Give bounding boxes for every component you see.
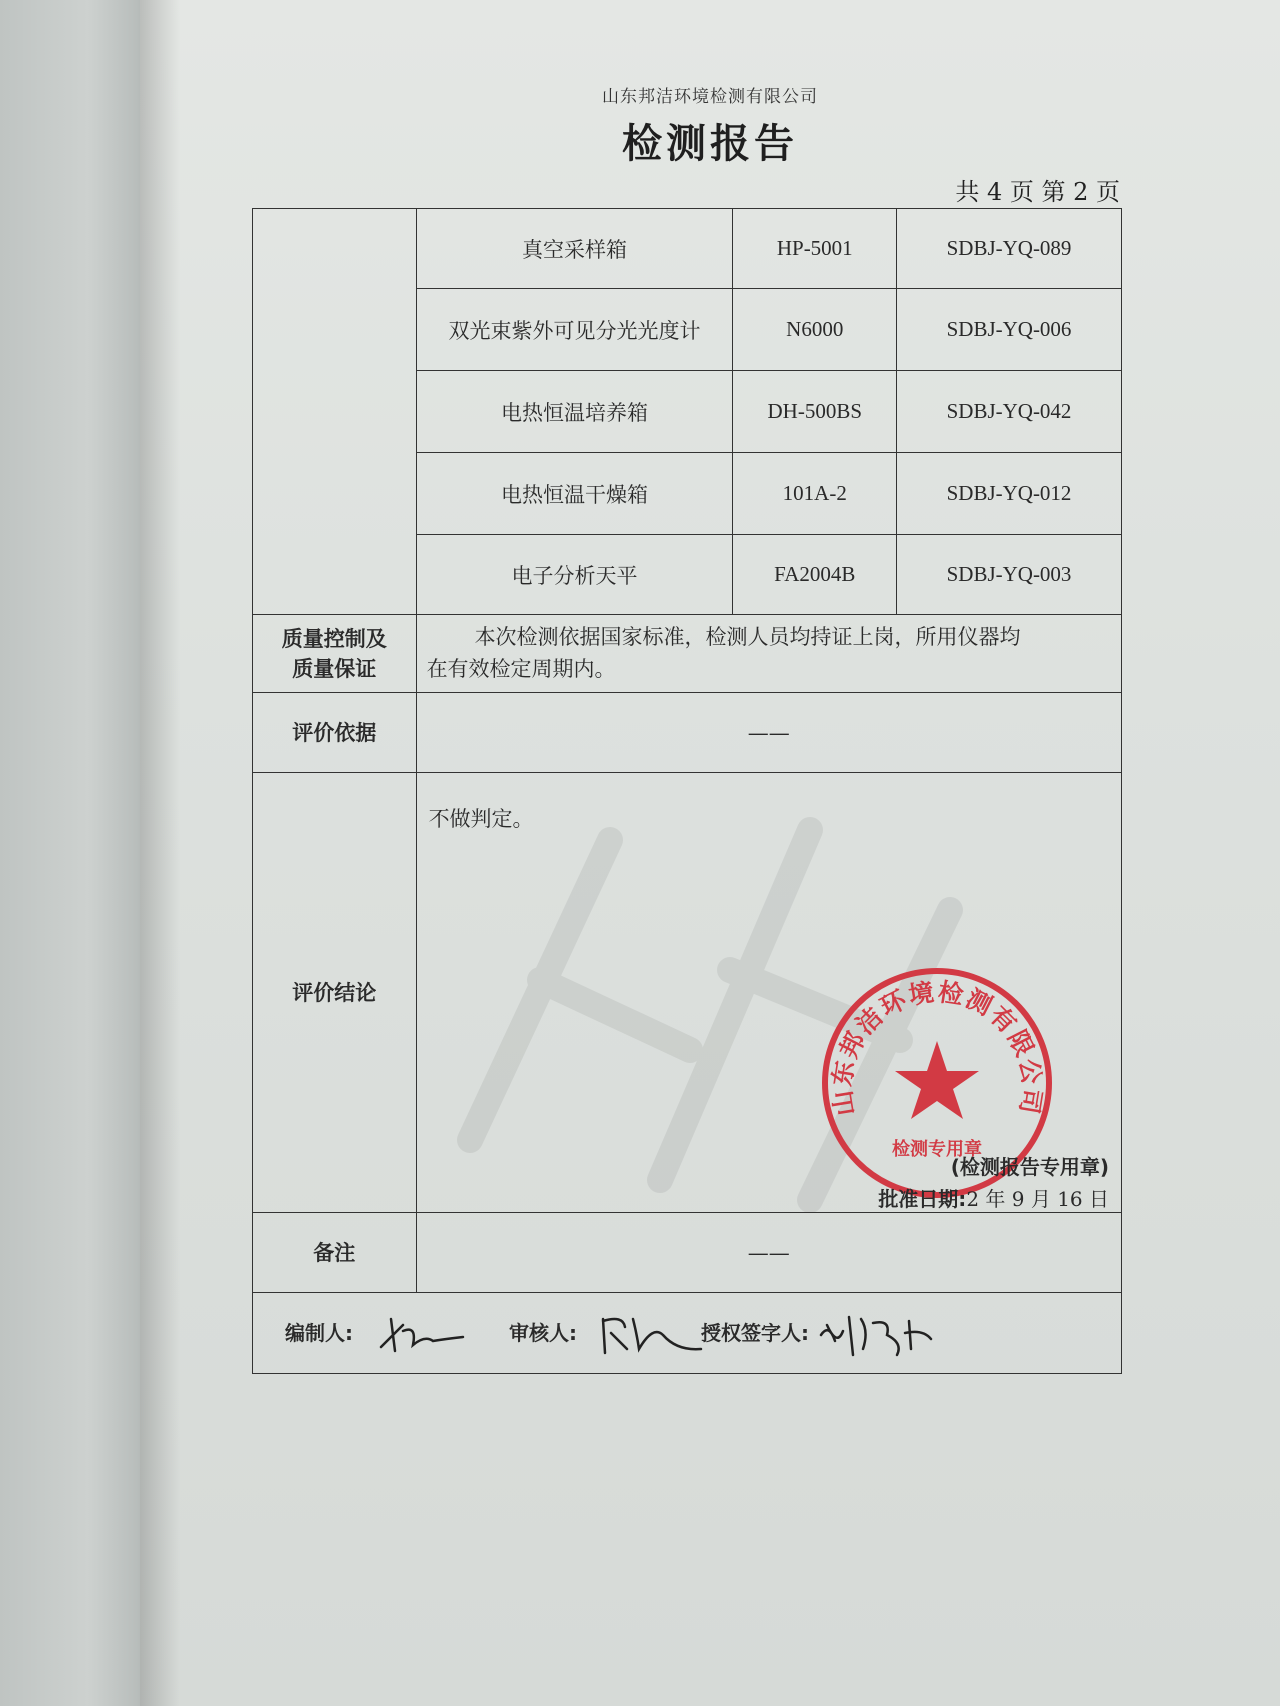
equipment-model: HP-5001 [733, 209, 897, 289]
remarks-label: 备注 [253, 1213, 417, 1293]
report-table [252, 208, 1122, 1374]
remarks-row [253, 1213, 1122, 1293]
equipment-name: 电热恒温干燥箱 [416, 453, 733, 535]
reviewer-signature [593, 1305, 713, 1365]
approval-label: 批准日期: [878, 1187, 967, 1211]
authorized-signature [813, 1305, 943, 1365]
equipment-name: 电热恒温培养箱 [416, 371, 733, 453]
remarks-value: —— [416, 1213, 1121, 1293]
equipment-model: 101A-2 [733, 453, 897, 535]
basis-label: 评价依据 [253, 693, 417, 773]
equipment-code: SDBJ-YQ-089 [897, 209, 1122, 289]
basis-row [253, 693, 1122, 773]
page-indicator: 共 4 页 第 2 页 [955, 178, 1120, 206]
equipment-model: FA2004B [733, 535, 897, 615]
seal-bottom-text: 检测专用章 [891, 1139, 982, 1160]
authorized-label: 授权签字人: [701, 1321, 809, 1345]
signature-row [253, 1293, 1122, 1374]
equipment-row [253, 209, 1122, 289]
equipment-name: 电子分析天平 [416, 535, 733, 615]
equipment-model: DH-500BS [733, 371, 897, 453]
approval-date [878, 1183, 1109, 1212]
stamp-note: (检测报告专用章) [950, 1155, 1109, 1179]
reviewer-label: 审核人: [509, 1321, 577, 1345]
quality-label-line2: 质量保证 [292, 656, 377, 681]
report-page [140, 0, 1280, 1706]
quality-text-line2: 在有效检定周期内。 [426, 657, 616, 681]
conclusion-cell [416, 773, 1121, 1213]
equipment-name: 双光束紫外可见分光光度计 [416, 289, 733, 371]
signature-cell [253, 1293, 1122, 1374]
equipment-label-cell [253, 209, 417, 615]
quality-row [253, 615, 1122, 693]
seal-text: 山东邦洁环境检测有限公司 [826, 977, 1047, 1118]
company-name: 山东邦洁环境检测有限公司 [602, 87, 818, 107]
quality-label [253, 615, 417, 693]
quality-text [416, 615, 1121, 693]
conclusion-row [253, 773, 1122, 1213]
equipment-model: N6000 [733, 289, 897, 371]
equipment-name: 真空采样箱 [416, 209, 733, 289]
equipment-code: SDBJ-YQ-042 [897, 371, 1122, 453]
compiler-label: 编制人: [285, 1321, 353, 1345]
quality-label-line1: 质量控制及 [281, 626, 387, 651]
left-page-edge [0, 0, 160, 1706]
report-title: 检测报告 [622, 121, 798, 167]
basis-value: —— [416, 693, 1121, 773]
approval-date-value: 2 年 9 月 16 日 [966, 1187, 1109, 1211]
compiler-signature [373, 1305, 473, 1361]
conclusion-label: 评价结论 [253, 773, 417, 1213]
equipment-code: SDBJ-YQ-012 [897, 453, 1122, 535]
conclusion-text: 不做判定。 [428, 807, 534, 831]
equipment-code: SDBJ-YQ-006 [897, 289, 1122, 371]
equipment-code: SDBJ-YQ-003 [897, 535, 1122, 615]
quality-text-line1: 本次检测依据国家标准，检测人员均持证上岗，所用仪器均 [474, 625, 1021, 649]
